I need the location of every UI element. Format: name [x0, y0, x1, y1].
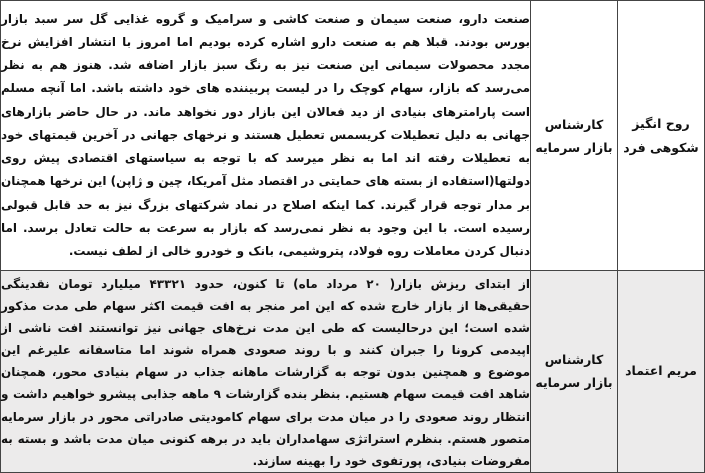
- expert-opinion-text: صنعت دارو، صنعت سیمان و صنعت کاشی و سرامیک و گروه غذایی گل سر سبد بازار بورس بودند. قبلا هم به صنعت دارو اشاره کرده بودیم اما امروز با انتشار افزایش نرخ مجدد محصولات سیمانی این صنعت نیز به رنگ سبز بازار اضافه شد. هنوز هم به نظر می‌رسد که بازار، سهام کوچک را در لیست پربیننده های خود داشته باشد. اما آنچه مسلم است پارامترهای بنیادی از دید فعالان این بازار دور نخواهد ماند. در حال حاضر بازارهای جهانی به دلیل تعطیلات کریسمس تعطیل هستند و نرخهای جهانی در آخرین قیمتهای خود به تعطیلات رفته اند اما به نظر میرسد که با توجه به سیاستهای اقتصادی پیش روی دولتها(استفاده از بسته های حمایتی در اقتصاد مثل آمریکا، چین و ژاپن) این نرخها همچنان بر مدار توجه قرار گیرند. کما اینکه اصلاح در نماد شرکتهای بزرگ نیز به حد قابل قبولی رسیده است. با این وجود به نظر نمی‌رسد که بازار به سرعت به حالت تعادل برسد. اما دنبال کردن معاملات روه فولاد، پتروشیمی، بانک و خودرو خالی از لطف نیست.: [1, 1, 531, 271]
- expert-opinion-text: از ابتدای ریزش بازار( ۲۰ مرداد ماه) تا کنون، حدود ۴۳۳۲۱ میلیارد تومان نقدینگی حقیقی‌ها از بازار خارج شده که این امر منجر به افت قیمت اکثر سهام طی مدت مذکور شده است؛ این درحالیست که طی این مدت نرخ‌های جهانی نیز توانستند افت ناشی از اپیدمی کرونا را جبران کنند و با روند صعودی همراه شوند اما متاسفانه علیرغم این موضوع و همچنین بدون توجه به گزارشات ماهانه جذاب در سهام بنیادی محور، همچنان شاهد افت قیمت سهام هستیم. بنظر بنده گزارشات ۹ ماهه جذابی پیشرو خواهیم داشت و انتظار روند صعودی را در میان مدت برای سهام کامودیتی صادراتی محور در بازار سرمایه متصور هستم. بنظرم استراتژی سهامداران باید در برهه کنونی میان مدت باشد و بسته به مفروضات بنیادی، پورتفوی خود را بهینه سازند.: [1, 271, 531, 473]
- expert-role: کارشناس بازار سرمایه: [531, 271, 618, 473]
- expert-name: مریم اعتماد: [618, 271, 705, 473]
- table-row: [1, 1, 705, 271]
- expert-name: روح انگیز شکوهی فرد: [618, 1, 705, 271]
- expert-role: کارشناس بازار سرمایه: [531, 1, 618, 271]
- table-row: [1, 271, 705, 473]
